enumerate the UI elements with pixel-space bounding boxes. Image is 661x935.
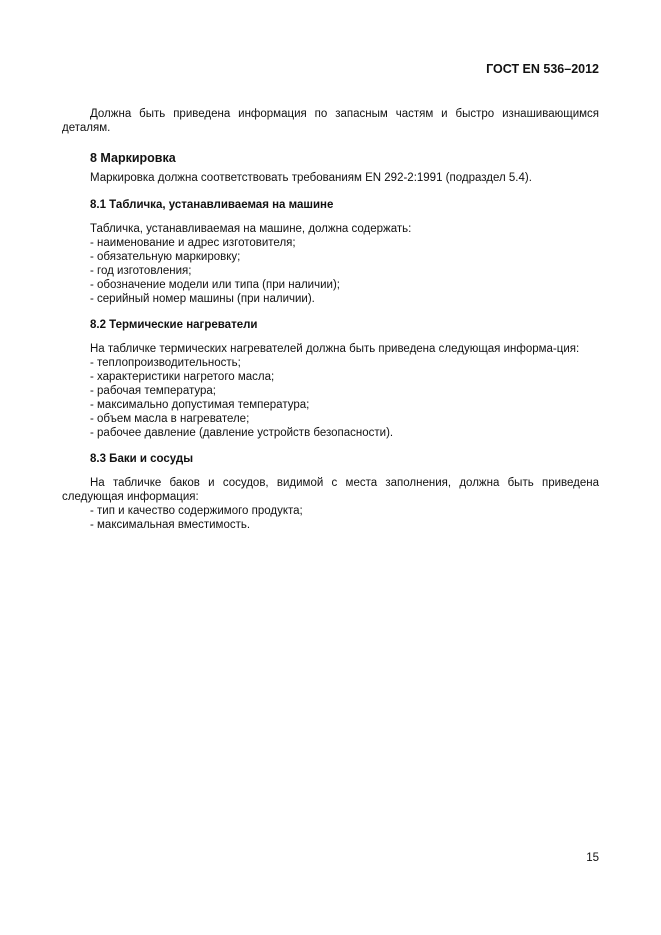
section-8-1-lead: Табличка, устанавливаемая на машине, должна содержать: (90, 223, 412, 235)
intro-paragraph: Должна быть приведена информация по запасным частям и быстро изнашивающимся деталям. (62, 108, 599, 134)
list-item: - характеристики нагретого масла; (90, 371, 275, 383)
section-8-3-list (62, 504, 599, 532)
list-item: - обязательную маркировку; (90, 251, 241, 263)
section-8-1-list (62, 236, 599, 306)
page-content (62, 107, 599, 532)
list-item: - теплопроизводительность; (90, 357, 241, 369)
list-item: - объем масла в нагревателе; (90, 413, 250, 425)
list-item: - максимальная вместимость. (90, 519, 251, 531)
section-8-heading: 8 Маркировка (90, 151, 176, 165)
section-8-3-lead: На табличке баков и сосудов, видимой с места заполнения, должна быть приведена следующая информация: (62, 477, 599, 503)
list-item: - обозначение модели или типа (при наличии); (90, 279, 340, 291)
list-item: - тип и качество содержимого продукта; (90, 505, 303, 517)
list-item: - год изготовления; (90, 265, 192, 277)
section-8-1-heading: 8.1 Табличка, устанавливаемая на машине (90, 199, 334, 211)
section-8-2-heading: 8.2 Термические нагреватели (90, 319, 258, 331)
section-8-2-lead: На табличке термических нагревателей должна быть приведена следующая информа-ция: (90, 343, 580, 355)
page-number: 15 (586, 852, 599, 864)
list-item: - серийный номер машины (при наличии). (90, 293, 315, 305)
list-item: - рабочее давление (давление устройств безопасности). (90, 427, 394, 439)
list-item: - рабочая температура; (90, 385, 216, 397)
section-8-3-heading: 8.3 Баки и сосуды (90, 453, 194, 465)
section-8-2-list (62, 356, 599, 440)
list-item: - наименование и адрес изготовителя; (90, 237, 296, 249)
document-code: ГОСТ EN 536–2012 (486, 62, 599, 76)
list-item: - максимально допустимая температура; (90, 399, 310, 411)
section-8-text: Маркировка должна соответствовать требованиям EN 292-2:1991 (подраздел 5.4). (90, 172, 532, 184)
